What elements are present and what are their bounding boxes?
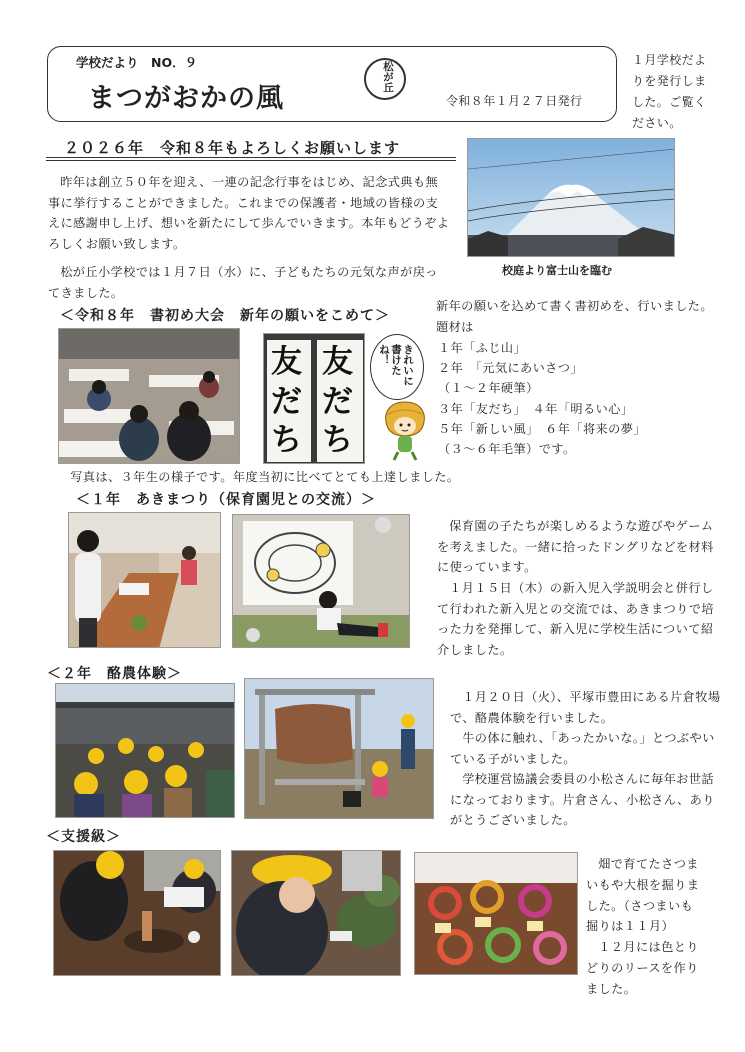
issue-date: 令和８年１月２７日発行 xyxy=(446,94,583,108)
mascot-speech-text: きれいに書けたね！ xyxy=(378,344,414,386)
calligraphy-char: ち xyxy=(271,422,302,458)
calligraphy-item-5: ５年「新しい風」 ６年「将来の夢」 xyxy=(438,422,646,436)
newsletter-label: 学校だより NO．９ xyxy=(76,55,198,70)
calligraphy-paper-left xyxy=(267,340,311,462)
grade2-paragraph-3: 学校運営協議会委員の小松さんに毎年お世話になっております。片倉さん、小松さん、ありがとうございました。 xyxy=(450,772,715,828)
mt-fuji-caption: 校庭より富士山を臨む xyxy=(502,264,612,277)
newsletter-title: まつがおかの風 xyxy=(88,83,284,114)
calligraphy-paper-right xyxy=(317,340,363,462)
grade2-farm-photo-2 xyxy=(244,678,434,819)
calligraphy-item-2: ２年 「元気にあいさつ」 xyxy=(438,361,583,375)
calligraphy-char: 友 xyxy=(271,344,302,380)
mt-fuji-photo xyxy=(467,138,675,257)
grade1-festival-photo-2 xyxy=(232,514,410,648)
grade2-farm-photo-1 xyxy=(55,683,235,818)
calligraphy-char: 友 xyxy=(322,344,353,380)
support-harvest-photo-2 xyxy=(231,850,401,976)
school-logo xyxy=(364,58,406,100)
calligraphy-heading: ＜令和８年 書初め大会 新年の願いをこめて＞ xyxy=(60,308,390,324)
calligraphy-item-1: １年「ふじ山」 xyxy=(438,341,527,355)
mascot-illustration xyxy=(380,400,430,462)
grade1-paragraph-1: 保育園の子たちが楽しめるような遊びやゲームを考えました。一緒に拾ったドングリなどを材料に使っています。 xyxy=(437,519,714,575)
greeting-heading-underline-2 xyxy=(46,160,456,161)
calligraphy-item-4: ３年「友だち」 ４年「明るい心」 xyxy=(438,402,634,416)
calligraphy-note: 写真は、３年生の様子です。年度当初に比べてとても上達しました。 xyxy=(70,470,460,484)
calligraphy-char: ち xyxy=(322,422,353,458)
calligraphy-item-6: （３～６年毛筆）です。 xyxy=(438,442,576,456)
grade2-paragraph-1: １月２０日（火）、平塚市豊田にある片倉牧場で、酪農体験を行いました。 xyxy=(450,690,721,725)
support-heading: ＜支援級＞ xyxy=(46,829,121,845)
school-logo-text: 松が丘 xyxy=(382,61,394,93)
greeting-heading-underline xyxy=(46,157,456,158)
grade2-paragraph-2: 牛の体に触れ、「あったかいな。」とつぶやいている子がいました。 xyxy=(450,731,715,766)
grade2-heading: ＜２年 酪農体験＞ xyxy=(47,666,182,682)
support-paragraph-2: １２月には色とりどりのリースを作りました。 xyxy=(586,940,699,996)
calligraphy-item-3: （１～２年硬筆） xyxy=(438,381,539,395)
calligraphy-char: だ xyxy=(271,384,302,420)
greeting-heading: ２０２６年 令和８年もよろしくお願いします xyxy=(64,139,401,157)
calligraphy-classroom-photo xyxy=(58,328,240,464)
calligraphy-intro: 新年の願いを込めて書く書初めを、行いました。題材は xyxy=(436,299,713,334)
grade1-heading: ＜１年 あきまつり（保育園児との交流）＞ xyxy=(76,492,376,508)
grade1-paragraph-2: １月１５日（木）の新入児入学説明会と併行して行われた新入児との交流では、あきまつりで培った力を発揮して、新入児に学校生活について紹介しました。 xyxy=(437,581,714,657)
greeting-paragraph-2: 松が丘小学校では１月７日（水）に、子どもたちの元気な声が戻ってきました。 xyxy=(48,265,438,300)
calligraphy-char: だ xyxy=(322,384,353,420)
support-paragraph-1: 畑で育てたさつまいもや大根を掘りました。（さつまいも掘りは１１月） xyxy=(586,857,700,934)
greeting-paragraph-1: 昨年は創立５０年を迎え、一連の記念行事をはじめ、記念式典も無事に挙行することができました。これまでの保護者・地域の皆様の支えに感謝申し上げ、想いを新たにして歩んでいきます。本年もどうぞよろしくお願い致します。 xyxy=(48,175,450,251)
side-note: １月学校だよりを発行しました。ご覧ください。 xyxy=(632,53,707,130)
support-harvest-photo-1 xyxy=(53,850,221,976)
calligraphy-works-photo xyxy=(263,333,365,464)
grade1-festival-photo-1 xyxy=(68,512,221,648)
support-wreath-photo xyxy=(414,852,578,975)
